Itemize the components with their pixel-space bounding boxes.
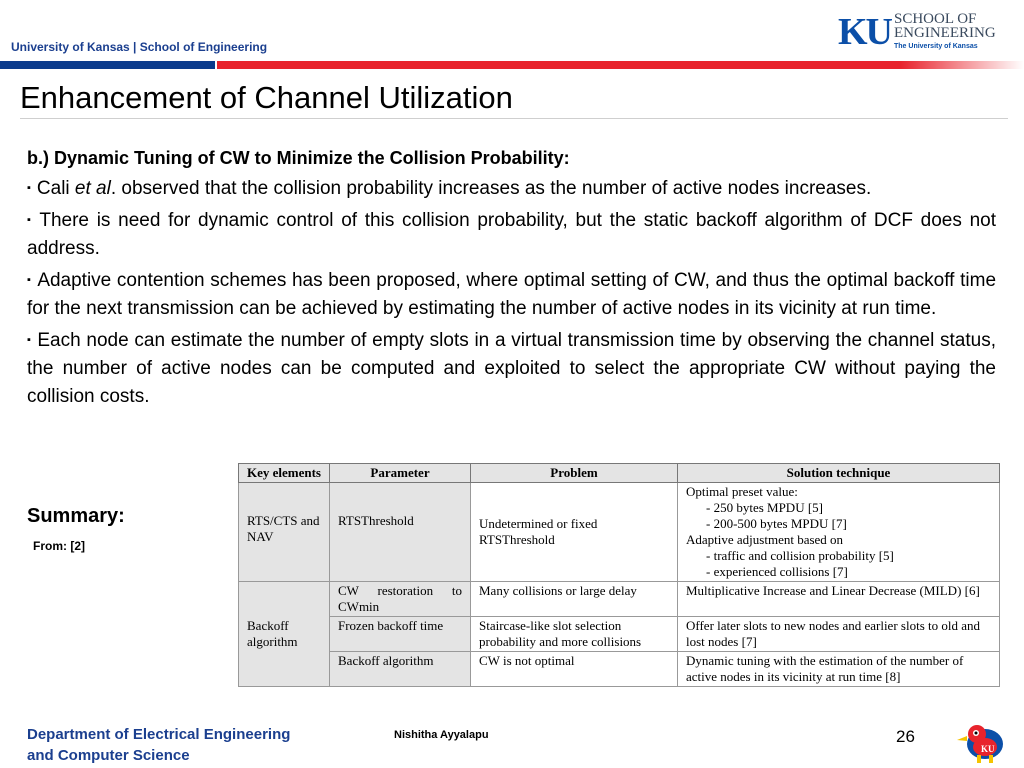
- bullet-4: ▪ Each node can estimate the number of empty slots in a virtual transmission time by observing the channel status, the number of active nodes can be computed and exploited to select the appropriate CW without paying the collision costs.: [27, 330, 996, 407]
- cell-problem: Many collisions or large delay: [471, 582, 678, 617]
- header-solution: Solution technique: [678, 464, 1000, 483]
- bullet-1: ▪ Cali et al. observed that the collision probability increases as the number of active nodes increases.: [27, 178, 872, 199]
- summary-label: Summary:: [27, 505, 125, 527]
- slide-title: Enhancement of Channel Utilization: [20, 80, 513, 115]
- bullet-2: ▪ There is need for dynamic control of this collision probability, but the static backoff algorithm of DCF does not address.: [27, 210, 996, 259]
- bullet-3: ▪ Adaptive contention schemes has been proposed, where optimal setting of CW, and thus the optimal backoff time for the next transmission can be achieved by estimating the number of active nodes in its vicinity at run time.: [27, 270, 997, 319]
- bullet-square-icon: ▪: [27, 334, 32, 346]
- table-row: [239, 582, 1000, 617]
- header-parameter: Parameter: [330, 464, 471, 483]
- cell-parameter: CW restoration to CWmin: [330, 582, 471, 617]
- bullet-square-icon: ▪: [27, 274, 32, 286]
- source-citation: From: [2]: [33, 539, 85, 553]
- section-heading: b.) Dynamic Tuning of CW to Minimize the Collision Probability:: [27, 148, 570, 168]
- footer-presenter: Nishitha Ayyalapu: [394, 729, 489, 741]
- table-row: [239, 483, 1000, 582]
- footer-department: Department of Electrical Engineering and Computer Science: [27, 726, 291, 764]
- cell-parameter: Backoff algorithm: [330, 652, 471, 687]
- header-problem: Problem: [471, 464, 678, 483]
- cell-solution: Offer later slots to new nodes and earlier slots to old and lost nodes [7]: [678, 617, 1000, 652]
- logo-school-text: SCHOOL OF ENGINEERING: [894, 11, 996, 41]
- cell-key: RTS/CTS and NAV: [239, 483, 330, 582]
- cell-solution: Multiplicative Increase and Linear Decrease (MILD) [6]: [678, 582, 1000, 617]
- header-bar-red: [217, 61, 1007, 69]
- header-key-elements: Key elements: [239, 464, 330, 483]
- svg-text:KU: KU: [981, 744, 995, 754]
- cell-parameter: Frozen backoff time: [330, 617, 471, 652]
- comparison-table: [238, 463, 1000, 687]
- jayhawk-mascot-icon: [955, 714, 1013, 764]
- table-row: [239, 617, 1000, 652]
- ku-engineering-logo: [838, 10, 1008, 54]
- header-bar-fade: [900, 61, 1024, 69]
- logo-university-text: The University of Kansas: [894, 43, 978, 50]
- page-number: 26: [896, 727, 915, 746]
- table-row: [239, 652, 1000, 687]
- cell-solution: Dynamic tuning with the estimation of the number of active nodes in its vicinity at run time [8]: [678, 652, 1000, 687]
- cell-solution: Optimal preset value: - 250 bytes MPDU [5] - 200-500 bytes MPDU [7] Adaptive adjustment based on - traffic and collision probability [5] - experienced collisions [7]: [678, 483, 1000, 582]
- cell-problem: Staircase-like slot selection probability and more collisions: [471, 617, 678, 652]
- cell-parameter: RTSThreshold: [330, 483, 471, 582]
- logo-ku-mark: KU: [838, 11, 891, 53]
- header-bar-blue: [0, 61, 215, 69]
- bullet-square-icon: ▪: [27, 214, 34, 226]
- cell-key: Backoff algorithm: [239, 582, 330, 687]
- cell-problem: CW is not optimal: [471, 652, 678, 687]
- slide-body: [27, 144, 996, 414]
- table-header-row: [239, 464, 1000, 483]
- et-al-text: et al: [74, 178, 111, 199]
- cell-problem: Undetermined or fixed RTSThreshold: [471, 483, 678, 582]
- title-divider: [20, 118, 1008, 119]
- header-affiliation: University of Kansas | School of Engineering: [11, 40, 268, 54]
- bullet-square-icon: ▪: [27, 182, 31, 194]
